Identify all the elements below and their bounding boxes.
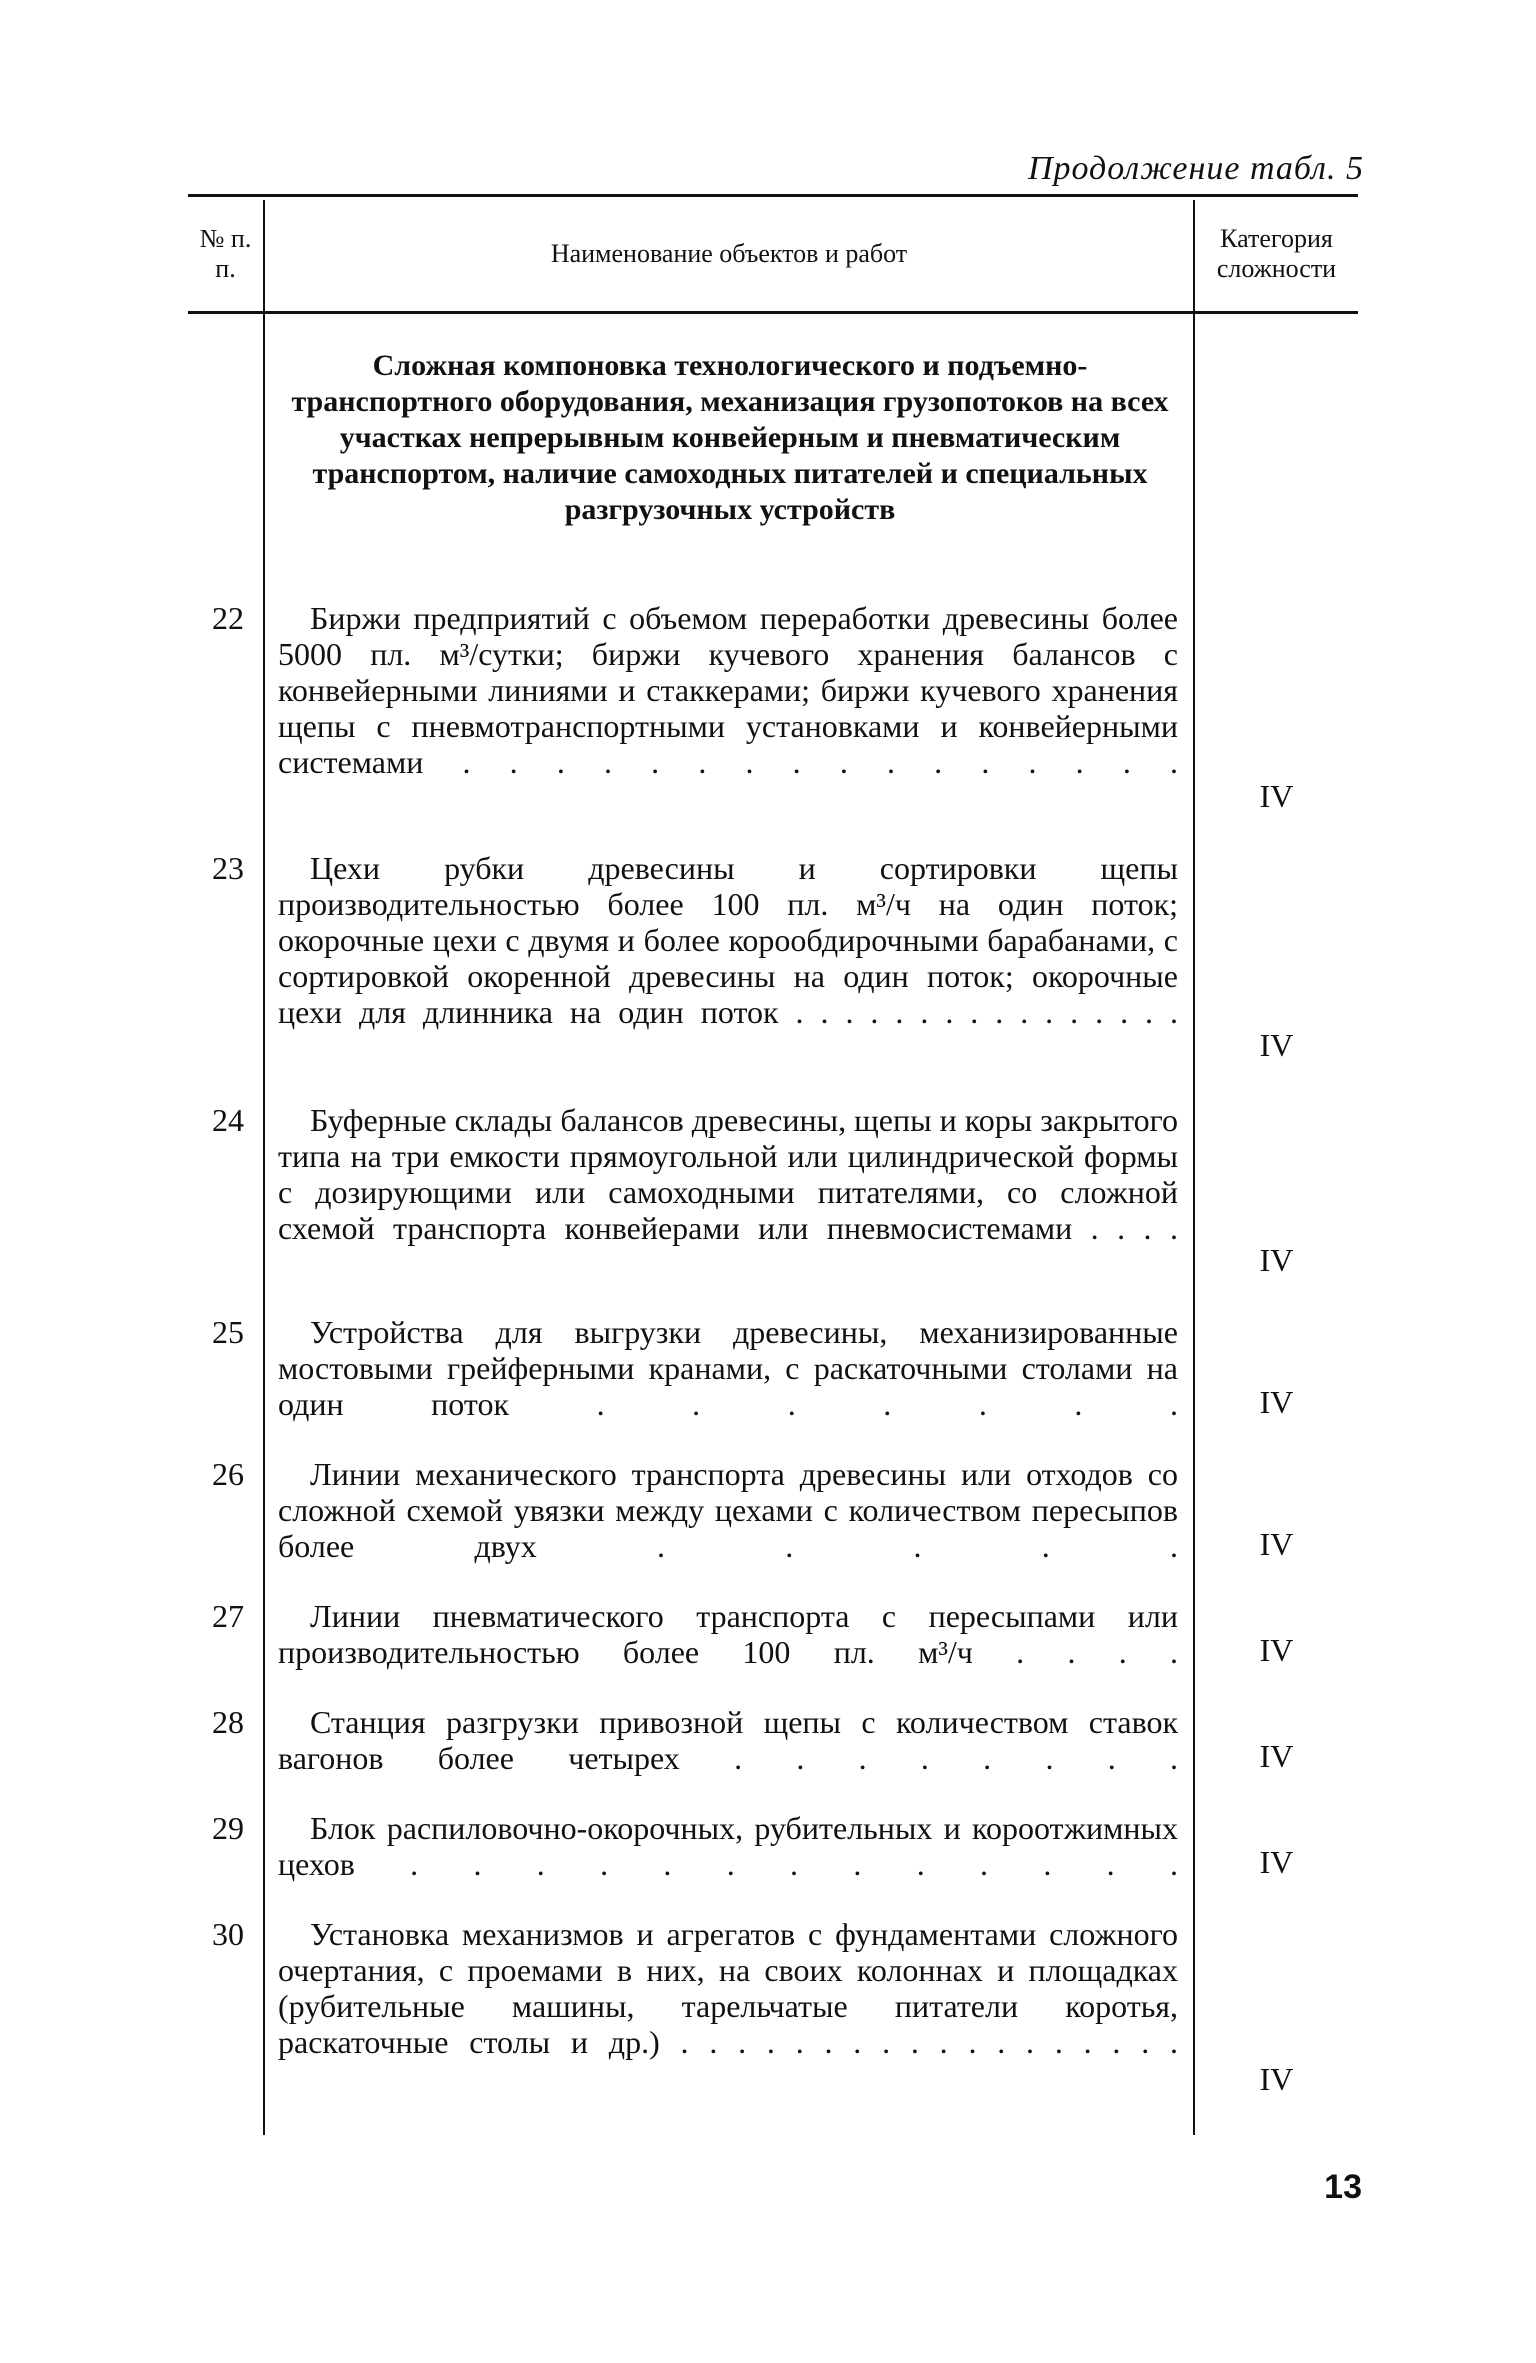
table-top-rule [188, 194, 1358, 197]
row-text: Линии пневматического транспорта с пересыпами или производительностью более 100 пл. м³/ч . . . . [278, 1598, 1178, 1670]
row-number: 30 [212, 1916, 244, 1952]
row-category: IV [1259, 778, 1294, 814]
row-category: IV [1259, 1384, 1294, 1420]
row-text: Блок распиловочно-окорочных, рубительных и короотжимных цехов . . . . . . . . . . . . . [278, 1810, 1178, 1882]
row-text: Станция разгрузки привозной щепы с количеством ставок вагонов более четырех . . . . . . . . [278, 1704, 1178, 1776]
row-category: IV [1259, 1632, 1294, 1668]
row-number: 28 [212, 1704, 244, 1740]
page-number: 13 [1324, 2168, 1362, 2206]
row-text: Линии механического транспорта древесины или отходов со сложной схемой увязки между цехами с количеством пересыпов более двух . . . . . [278, 1456, 1178, 1564]
row-number: 24 [212, 1102, 244, 1138]
header-number: № п. п. [199, 224, 252, 283]
table-header-rule [188, 311, 1358, 314]
row-number: 23 [212, 850, 244, 886]
row-number: 22 [212, 600, 244, 636]
row-number: 27 [212, 1598, 244, 1634]
row-category: IV [1259, 1738, 1294, 1774]
row-text: Буферные склады балансов древесины, щепы и коры закрытого типа на три емкости прямоугольной или цилиндрической формы с дозирующими или самоходными питателями, со сложной схемой транспорта конвейерами или пневмосистемами . . . . [278, 1102, 1178, 1246]
column-divider-number [263, 200, 265, 2135]
row-category: IV [1259, 1844, 1294, 1880]
header-category: Категория сложности [1216, 224, 1337, 283]
row-text: Цехи рубки древесины и сортировки щепы производительностью более 100 пл. м³/ч на один поток; окорочные цехи с двумя и более корообдирочными барабанами, с сортировкой окоренной древесины на один поток; окорочные цехи для длинника на один поток . . . . . . . . . . . . . . . . [278, 850, 1178, 1030]
row-category: IV [1259, 1242, 1294, 1278]
section-heading: Сложная компоновка технологического и подъемно-транспортного оборудования, механизация грузопотоков на всех участках непрерывным конвейерным и пневматическим транспортом, наличие самоходных питателей и специальных разгрузочных устройств [291, 349, 1169, 526]
row-text: Установка механизмов и агрегатов с фундаментами сложного очертания, с проемами в них, на своих колоннах и площадках (рубительные машины, тарельчатые питатели коротья, раскаточные столы и др.) . . . . . . . . . . . . . . . . . . [278, 1916, 1178, 2060]
header-name: Наименование объектов и работ [550, 239, 908, 268]
row-category: IV [1259, 1526, 1294, 1562]
row-text: Биржи предприятий с объемом переработки древесины более 5000 пл. м³/сутки; биржи кучевого хранения балансов с конвейерными линиями и стаккерами; биржи кучевого хранения щепы с пневмотранспортными установками и конвейерными системами . . . . . . . . . . . . . . . . [278, 600, 1178, 780]
row-number: 25 [212, 1314, 244, 1350]
row-category: IV [1259, 1027, 1294, 1063]
row-number: 26 [212, 1456, 244, 1492]
row-number: 29 [212, 1810, 244, 1846]
row-text: Устройства для выгрузки древесины, механизированные мостовыми грейферными кранами, с раскаточными столами на один поток . . . . . . . [278, 1314, 1178, 1422]
row-category: IV [1259, 2061, 1294, 2097]
table-caption: Продолжение табл. 5 [1027, 150, 1364, 187]
